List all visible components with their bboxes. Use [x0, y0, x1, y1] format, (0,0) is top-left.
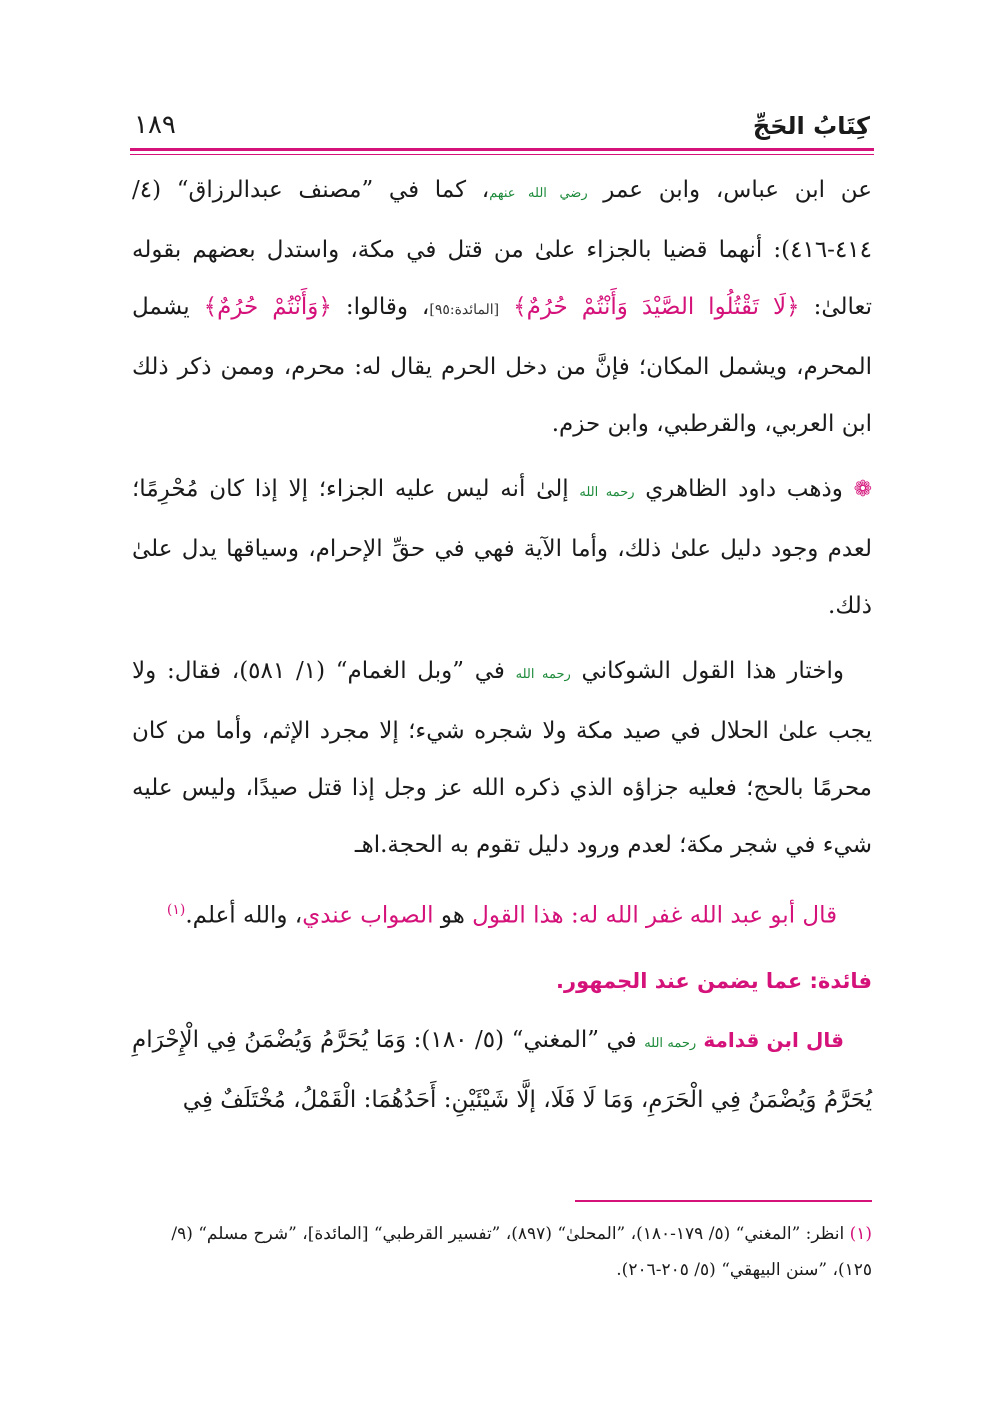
book-reference: ”المغني“	[511, 1026, 599, 1053]
p1-text-5: ، وقالوا:	[331, 294, 430, 320]
page-header	[130, 108, 874, 148]
honorific: رحمه الله	[579, 485, 635, 500]
p5-speaker: قال ابن قدامة	[696, 1027, 845, 1052]
author-statement: قال أبو عبد الله غفر الله له:	[563, 902, 838, 929]
paragraph-4	[132, 882, 872, 945]
header-rule-thick	[130, 148, 874, 151]
p3-text-2: في	[464, 658, 516, 684]
verse-source: [المائدة:٩٥]	[429, 302, 500, 318]
footnote-rule	[575, 1200, 872, 1202]
honorific: رضي الله عنهم	[489, 186, 588, 201]
p3-text-1: واختار هذا القول الشوكاني	[570, 658, 845, 684]
footnote-text: انظر: ”المغني“ (٥/ ١٧٩-١٨٠)، ”المحلىٰ“ (٨٩٧)، ”تفسير القرطبي“ [المائدة]، ”شرح مسلم“ (٩/ ١٢٥)، ”سنن البيهقي“ (٥/ ٢٠٥-٢٠٦).	[171, 1224, 872, 1280]
paragraph-5	[132, 1012, 872, 1129]
honorific: رحمه الله	[515, 667, 571, 682]
main-text	[132, 162, 872, 1137]
p4-text-3: هو	[433, 902, 473, 929]
section-heading: فائدة: عما يضمن عند الجمهور.	[556, 968, 872, 993]
p4-text-5: ، والله أعلم.	[185, 902, 303, 929]
page-number: ١٨٩	[134, 110, 176, 140]
paragraph-3	[132, 643, 872, 874]
quran-verse-2: ﴿وَأَنْتُمْ حُرُمٌ﴾	[203, 294, 332, 320]
p3-text-3: (١/ ٥٨١)، فقال: ولا يجب علىٰ الحلال في صيد مكة ولا شجره شيء؛ إلا مجرد الإثم، وأما من كان محرمًا بالحج؛ فعليه جزاؤه الذي ذكره الله عز وجل إذا قتل صيدًا، وليس عليه شيء في شجر مكة؛ لعدم ورود دليل تقوم به الحجة.اهـ	[132, 658, 872, 858]
quran-verse-1: ﴿لَا تَقْتُلُوا الصَّيْدَ وَأَنْتُمْ حُرُمٌ﴾	[513, 294, 800, 320]
book-reference: ”مصنف عبدالرزاق“	[176, 177, 374, 203]
footnotes	[132, 1216, 872, 1288]
p1-text-1: عن ابن عباس، وابن عمر	[587, 177, 872, 203]
p1-text-2: ، كما في	[373, 177, 490, 203]
highlight-correct: الصواب عندي	[302, 902, 434, 929]
header-rule-thin	[130, 154, 874, 155]
paragraph-1	[132, 162, 872, 453]
p2-text-1: وذهب داود الظاهري	[634, 476, 854, 502]
honorific: رحمه الله	[644, 1035, 697, 1051]
running-title: كِتَابُ الحَجِّ	[752, 112, 870, 140]
p5-text-2: في	[598, 1026, 645, 1053]
footnote-marker[interactable]: (١)	[166, 902, 186, 918]
p2-text-2: إلىٰ أنه ليس عليه الجزاء؛ إلا إذا كان مُحْرِمًا؛ لعدم وجود دليل علىٰ ذلك، وأما الآية فهي في حقِّ الإحرام، وسياقها يدل علىٰ ذلك.	[132, 476, 872, 619]
footnote-number: (١)	[849, 1224, 872, 1244]
p1-text-3: (٤/ ٤١٤-٤١٦):	[132, 177, 873, 263]
p5-text-3: (٥/ ١٨٠): وَمَا يُحَرَّمُ وَيُضْمَنُ فِي الْإِحْرَامِ يُحَرَّمُ وَيُضْمَنُ فِي الْحَرَمِ، وَمَا لَا فَلَا، إلَّا شَيْئَيْنِ: أَحَدُهُمَا: الْقَمْلُ، مُخْتَلَفٌ فِي	[132, 1026, 872, 1113]
book-reference: ”وبل الغمام“	[335, 658, 464, 684]
p1-text-4: أنهما قضيا بالجزاء علىٰ من قتل في مكة، واستدل بعضهم بقوله تعالىٰ:	[132, 237, 873, 320]
paragraph-2	[132, 461, 872, 635]
highlight-this-opinion: هذا القول	[472, 902, 564, 929]
flower-ornament-icon: ❁	[853, 477, 872, 502]
p1-text-6: يشمل المحرم، ويشمل المكان؛ فإنَّ من دخل الحرم يقال له: محرم، وممن ذكر ذلك ابن العربي، والقرطبي، وابن حزم.	[132, 294, 872, 437]
